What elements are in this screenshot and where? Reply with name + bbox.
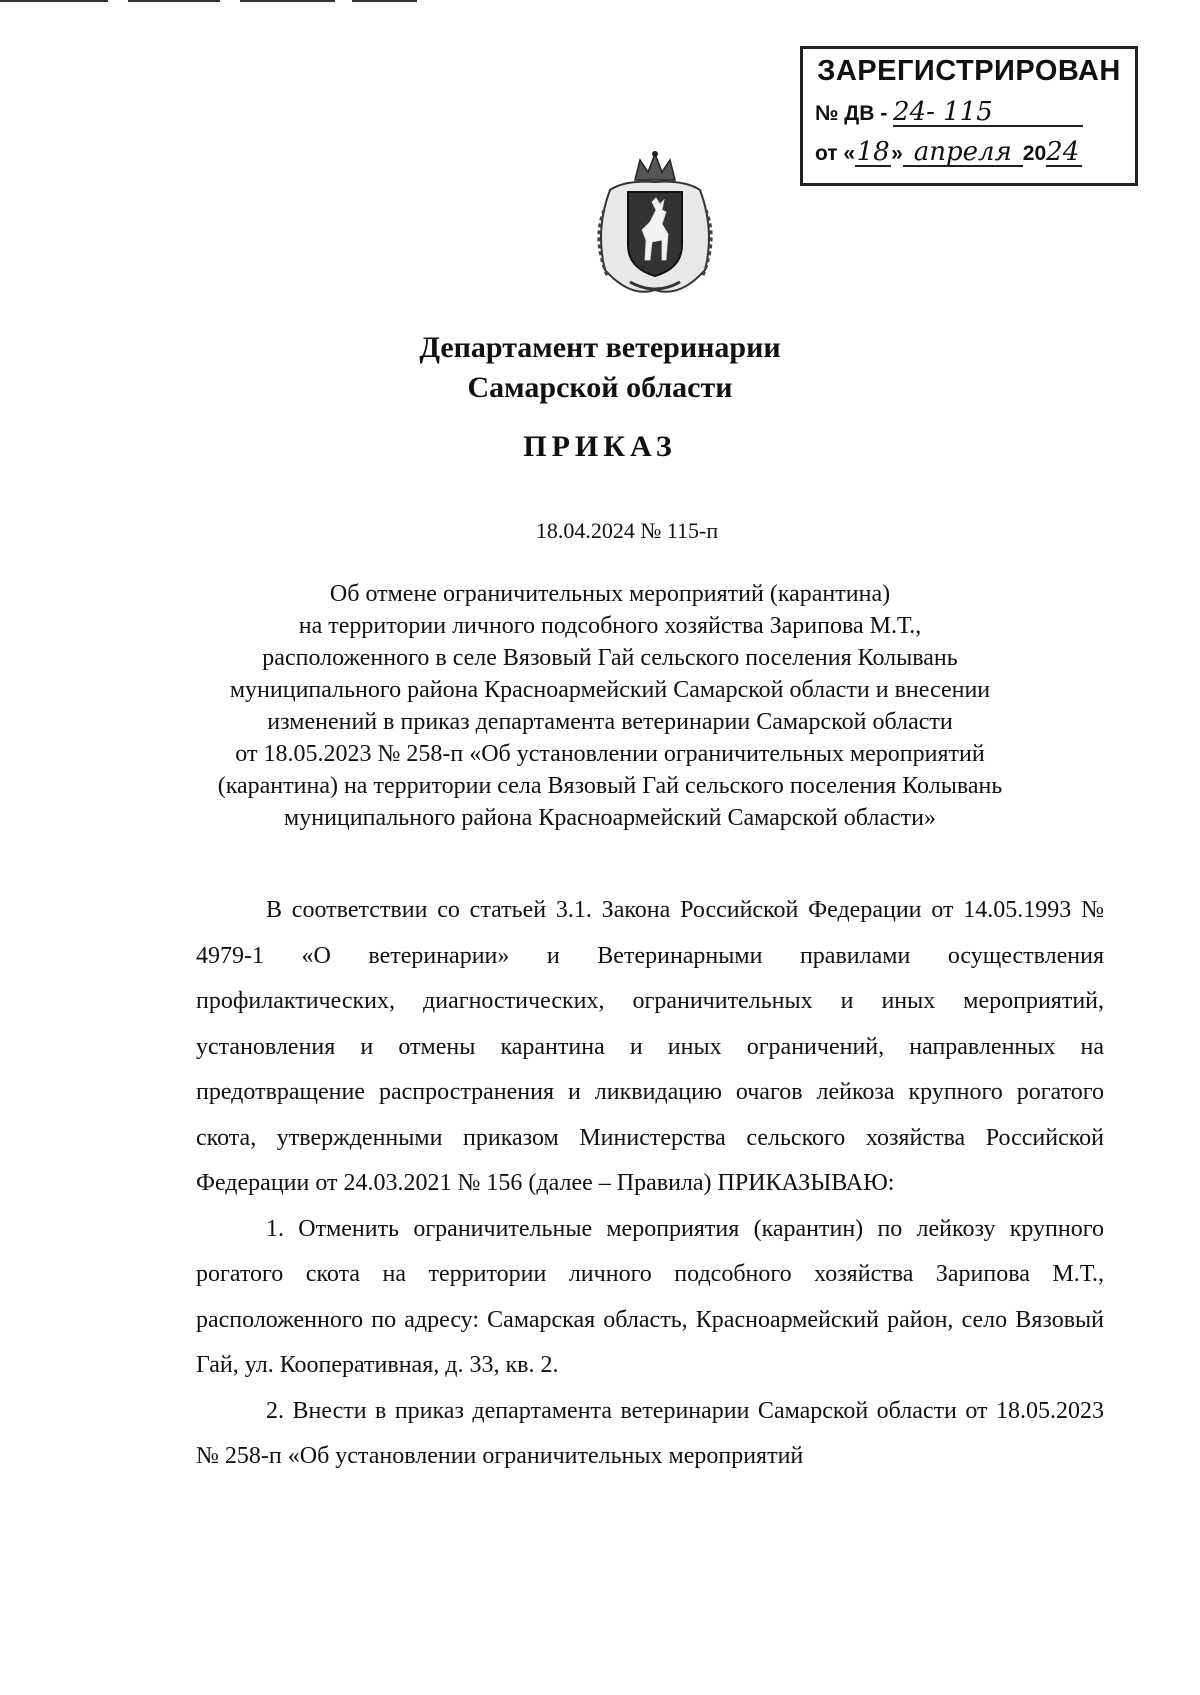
order-title: ПРИКАЗ bbox=[523, 430, 677, 463]
stamp-title: ЗАРЕГИСТРИРОВАН bbox=[817, 55, 1121, 87]
stamp-number-value: 24- 115 bbox=[893, 99, 1083, 127]
subject-line: от 18.05.2023 № 258-п «Об установлении ограничительных мероприятий bbox=[235, 741, 985, 767]
department-name-line2: Самарской области bbox=[467, 371, 733, 404]
scan-edge-line bbox=[240, 0, 335, 2]
subject-line: муниципального района Красноармейский Самарской области» bbox=[284, 805, 936, 831]
scan-edge-line bbox=[0, 0, 108, 2]
body-preamble: В соответствии со статьей 3.1. Закона Российской Федерации от 14.05.1993 № 4979-1 «О ветеринарии» и Ветеринарными правилами осуществления профилактических, диагностических, ограничительных и иных мероприятий, установления и отмены карантина и иных ограничений, направленных на предотвращение распространения и ликвидацию очагов лейкоза крупного рогатого скота, утвержденными приказом Министерства сельского хозяйства Российской Федерации от 24.03.2021 № 156 (далее – Правила) ПРИКАЗЫВАЮ: bbox=[196, 897, 1104, 1196]
stamp-date-year-value: 24 bbox=[1046, 139, 1082, 167]
department-name-line1: Департамент ветеринарии bbox=[419, 331, 781, 364]
order-subject bbox=[150, 578, 1070, 834]
samara-coat-of-arms-icon bbox=[590, 150, 720, 300]
stamp-number-row bbox=[815, 99, 1083, 127]
subject-line: на территории личного подсобного хозяйства Зарипова М.Т., bbox=[298, 613, 922, 639]
subject-line: расположенного в селе Вязовый Гай сельского поселения Колывань bbox=[262, 645, 958, 671]
stamp-date-month: апреля bbox=[903, 139, 1023, 167]
subject-line: муниципального района Красноармейский Самарской области и внесении bbox=[229, 677, 991, 703]
stamp-date-sep: » bbox=[891, 142, 903, 165]
scan-edge-line bbox=[352, 0, 417, 2]
subject-line: (карантина) на территории села Вязовый Гай сельского поселения Колывань bbox=[217, 773, 1003, 799]
order-body bbox=[196, 888, 1104, 1480]
stamp-date-year-prefix: 20 bbox=[1022, 142, 1047, 165]
stamp-number-prefix: № ДВ - bbox=[815, 102, 888, 125]
department-name bbox=[0, 328, 1200, 408]
stamp-date-prefix: от « bbox=[815, 142, 856, 165]
scan-edge-line bbox=[128, 0, 220, 2]
stamp-date-row bbox=[815, 139, 1082, 167]
body-item-2: 2. Внести в приказ департамента ветеринарии Самарской области от 18.05.2023 № 258-п «Об установлении ограничительных мероприятий bbox=[196, 1397, 1104, 1469]
registration-stamp bbox=[800, 46, 1138, 186]
subject-line: изменений в приказ департамента ветеринарии Самарской области bbox=[267, 709, 953, 735]
body-item-1: 1. Отменить ограничительные мероприятия (карантин) по лейкозу крупного рогатого скота на территории личного подсобного хозяйства Зарипова М.Т., расположенного по адресу: Самарская область, Красноармейский район, село Вязовый Гай, ул. Кооперативная, д. 33, кв. 2. bbox=[196, 1215, 1104, 1378]
order-date-number: 18.04.2024 № 115-п bbox=[535, 518, 719, 543]
subject-line: Об отмене ограничительных мероприятий (карантина) bbox=[329, 581, 891, 607]
stamp-date-day: 18 bbox=[856, 137, 890, 167]
